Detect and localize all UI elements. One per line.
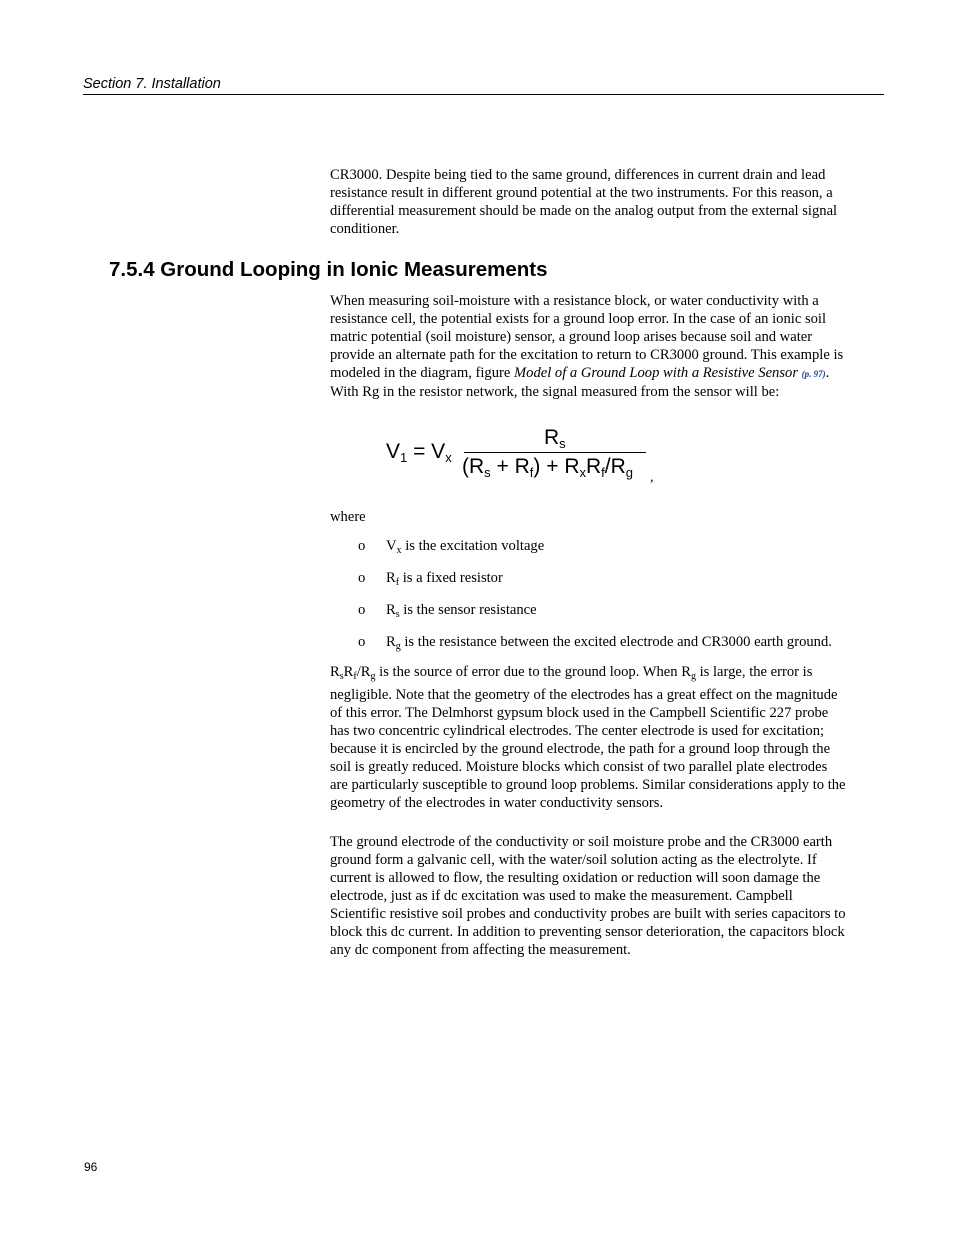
den-part-5: /R [604,455,626,478]
formula-denominator [462,455,633,480]
formula-lhs [386,440,452,465]
list-item [330,569,848,592]
list-item [330,601,848,624]
formula-num-r: R [544,426,560,449]
den-part-2: + R [490,455,530,478]
formula-numerator [544,426,566,451]
where-block [330,508,848,665]
formula-vx-sub: x [445,450,452,465]
page-reference-link[interactable]: (p. 97) [801,369,826,379]
bullet-marker: o [358,602,366,618]
var-sub: s [395,609,400,620]
formula-v1: V [386,440,401,463]
para2 [330,663,848,822]
intro-text: CR3000. Despite being tied to the same ground, differences in current drain and lead resistance result in different ground potential at the two instruments. For this reason, a differential measurement should be made on the analog output from the external signal conditioner. [330,167,838,237]
p2-text-a-sub: g [690,671,696,682]
var-symbol: R [386,570,396,586]
p2-r1: R [330,664,340,680]
formula-num-sub: s [559,436,566,451]
ground-loop-formula [386,426,656,488]
para3-text: The ground electrode of the conductivity or soil moisture probe and the CR3000 earth ground form a galvanic cell, with the water/soil solution acting as the electrolyte. If current is allowed to flow, the resulting oxidation or reduction will soon damage the electrode, just as if dc excitation was used to make the measurement. Campbell Scientific resistive soil probes and conductivity probes are built with series capacitors to block this dc current. In addition to preventing sensor deterioration, the capacitors block any dc component from affecting the measurement. [330,834,846,958]
list-item [330,633,848,656]
den-sub-3: x [579,465,586,480]
variable-list [330,537,848,656]
var-symbol: V [386,538,397,554]
where-label: where [330,509,366,525]
bullet-marker: o [358,570,366,586]
fraction-bar [464,452,646,453]
p2-r2-sub: f [353,671,357,682]
formula-v1-sub: 1 [400,450,408,465]
var-desc: is a fixed resistor [399,570,503,586]
figure-reference: Model of a Ground Loop with a Resistive Sensor [513,365,799,381]
bullet-marker: o [358,634,366,650]
den-sub-1: s [484,465,491,480]
p2-text-a: is the source of error due to the ground loop. When R [375,664,691,680]
page-number: 96 [84,1160,98,1174]
var-desc: is the sensor resistance [399,602,537,618]
formula-equals-vx: = V [407,440,446,463]
var-sub: x [396,545,402,556]
formula-comma: , [650,470,654,485]
var-sub: f [395,577,400,588]
den-sub-5: g [625,465,634,480]
p2-r1-sub: s [339,671,344,682]
para3 [330,833,848,969]
list-item [330,537,848,560]
var-symbol: R [386,602,396,618]
p2-r2: R [343,664,354,680]
section-heading: 7.5.4 Ground Looping in Ionic Measurements [109,258,548,281]
running-header: Section 7. Installation [83,76,884,95]
den-sub-2: f [529,465,534,480]
den-part-4: R [586,455,602,478]
den-sub-4: f [601,465,605,480]
den-part-1: (R [462,455,485,478]
var-sub: g [395,641,401,652]
var-symbol: R [386,634,396,650]
para1 [330,292,848,411]
bullet-marker: o [358,538,366,554]
p2-r3: /R [356,664,371,680]
para1-text [330,292,848,401]
para2-text [330,663,848,812]
p2-r3-sub: g [370,671,376,682]
var-desc: is the resistance between the excited electrode and CR3000 earth ground. [400,634,832,650]
para1-text-a: When measuring soil-moisture with a resistance block, or water conductivity with a resistance cell, the potential exists for a ground loop error. In the case of an ionic soil matric potential (soil moisture) sensor, a ground loop arises because soil and water provide an alternate path for the excitation to return to CR3000 ground. This example is modeled in the diagram, figure [330,293,844,381]
intro-paragraph [330,166,848,248]
var-desc: is the excitation voltage [401,538,545,554]
den-part-3: ) + R [533,455,580,478]
p2-text-b: is large, the error is negligible. Note that the geometry of the electrodes has a great effect on the magnitude of this error. The Delmhorst gypsum block used in the Campbell Scientific 227 probe has two concentric cylindrical electrodes. The center electrode is used for excitation; because it is encircled by the ground electrode, the path for a ground loop through the soil is greatly reduced. Moisture blocks which consist of two parallel plate electrodes are particularly susceptible to ground loop problems. Similar considerations apply to the geometry of the electrodes in water conductivity sensors. [330,664,846,811]
para1-text-b: . With Rg in the resistor network, the signal measured from the sensor will be: [330,365,830,400]
